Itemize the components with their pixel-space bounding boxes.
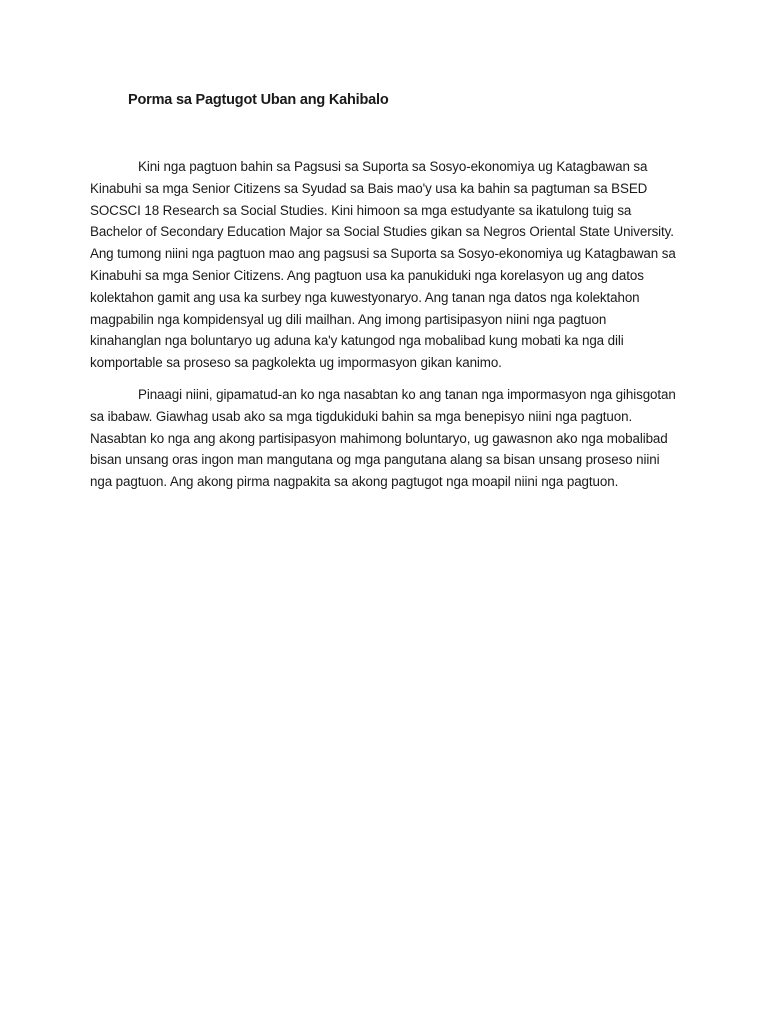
document-title: Porma sa Pagtugot Uban ang Kahibalo (128, 92, 389, 108)
paragraph-consent-statement: Pinaagi niini, gipamatud-an ko nga nasabtan ko ang tanan nga impormasyon nga gihisgotan sa ibabaw. Giawhag usab ako sa mga tigdukiduki bahin sa mga benepisyo niini nga pagtuon. Nasabtan ko nga ang akong partisipasyon mahimong boluntaryo, ug gawasnon ako nga mobalibad bisan unsang oras ingon man mangutana og mga pangutana alang sa bisan unsang proseso niini nga pagtuon. Ang akong pirma nagpakita sa akong pagtugot nga moapil niini nga pagtuon. (90, 386, 676, 490)
paragraph-study-description: Kini nga pagtuon bahin sa Pagsusi sa Suporta sa Sosyo-ekonomiya ug Katagbawan sa Kinabuhi sa mga Senior Citizens sa Syudad sa Bais mao'y usa ka bahin sa pagtuman sa BSED SOCSCI 18 Research sa Social Studies. Kini himoon sa mga estudyante sa ikatulong tuig sa Bachelor of Secondary Education Major sa Social Studies gikan sa Negros Oriental State University. Ang tumong niini nga pagtuon mao ang pagsusi sa Suporta sa Sosyo-ekonomiya ug Katagbawan sa Kinabuhi sa mga Senior Citizens. Ang pagtuon usa ka panukiduki nga korelasyon ug ang datos kolektahon gamit ang usa ka surbey nga kuwestyonaryo. Ang tanan nga datos nga kolektahon magpabilin nga kompidensyal ug dili mailhan. Ang imong partisipasyon niini nga pagtuon kinahanglan nga boluntaryo ug aduna ka'y katungod nga mobalibad kung mobati ka nga dili komportable sa proseso sa pagkolekta ug impormasyon gikan kanimo. (90, 159, 676, 371)
document-body (90, 156, 680, 503)
